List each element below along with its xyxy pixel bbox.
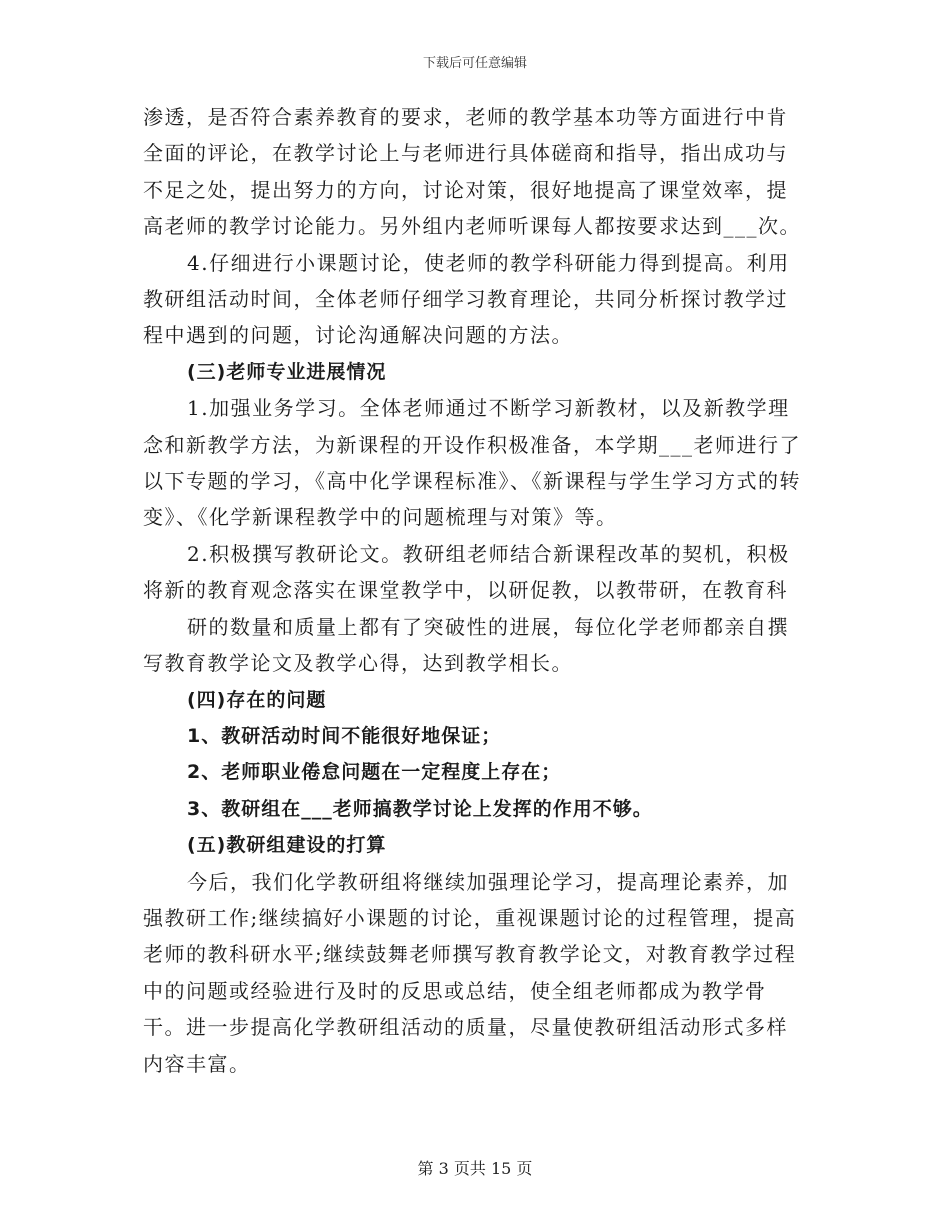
issue-item-2: 2、老师职业倦怠问题在一定程度上存在；	[187, 761, 562, 784]
paragraph-item-4: 4.仔细进行小课题讨论，使老师的教学科研能力得到提高。利用教研组活动时间，全体老师仔细学习教育理论，共同分析探讨教学过程中遇到的问题，讨论沟通解决问题的方法。	[143, 250, 790, 348]
section-heading-3: (三)老师专业进展情况	[187, 360, 387, 383]
paragraph-plan: 今后，我们化学教研组将继续加强理论学习，提高理论素养，加强教研工作;继续搞好小课题的讨论，重视课题讨论的过程管理，提高老师的教科研水平;继续鼓舞老师撰写教育教学论文，对教育教学过程中的问题或经验进行及时的反思或总结，使全组老师都成为教学骨干。进一步提高化学教研组活动的质量，尽量使教研组活动形式多样内容丰富。	[143, 869, 797, 1076]
issue-item-1: 1、教研活动时间不能很好地保证；	[187, 724, 502, 747]
section-heading-4: (四)存在的问题	[187, 688, 327, 711]
paragraph-item-2: 2.积极撰写教研论文。教研组老师结合新课程改革的契机，积极将新的教育观念落实在课堂教学中，以研促教，以教带研，在教育科	[143, 541, 790, 603]
issue-item-3: 3、教研组在___老师搞教学讨论上发挥的作用不够。	[187, 797, 653, 820]
paragraph-item-2-continued: 研的数量和质量上都有了突破性的进展，每位化学老师都亲自撰写教育教学论文及教学心得，达到教学相长。	[143, 614, 789, 676]
paragraph-item-1: 1.加强业务学习。全体老师通过不断学习新教材，以及新教学理念和新教学方法，为新课程的开设作积极准备，本学期___老师进行了以下专题的学习，《高中化学课程标准》、《新课程与学生学习方式的转变》、《化学新课程教学中的问题梳理与对策》等。	[143, 396, 801, 530]
page-footer: 第 3 页共 15 页	[417, 1159, 533, 1178]
paragraph-continuation: 渗透，是否符合素养教育的要求，老师的教学基本功等方面进行中肯全面的评论，在教学讨论上与老师进行具体磋商和指导，指出成功与不足之处，提出努力的方向，讨论对策，很好地提高了课堂效率，提高老师的教学讨论能力。另外组内老师听课每人都按要求达到___次。	[143, 105, 801, 239]
document-body	[143, 99, 808, 1082]
section-heading-5: (五)教研组建设的打算	[187, 834, 387, 857]
page-header: 下载后可任意编辑	[422, 56, 527, 71]
